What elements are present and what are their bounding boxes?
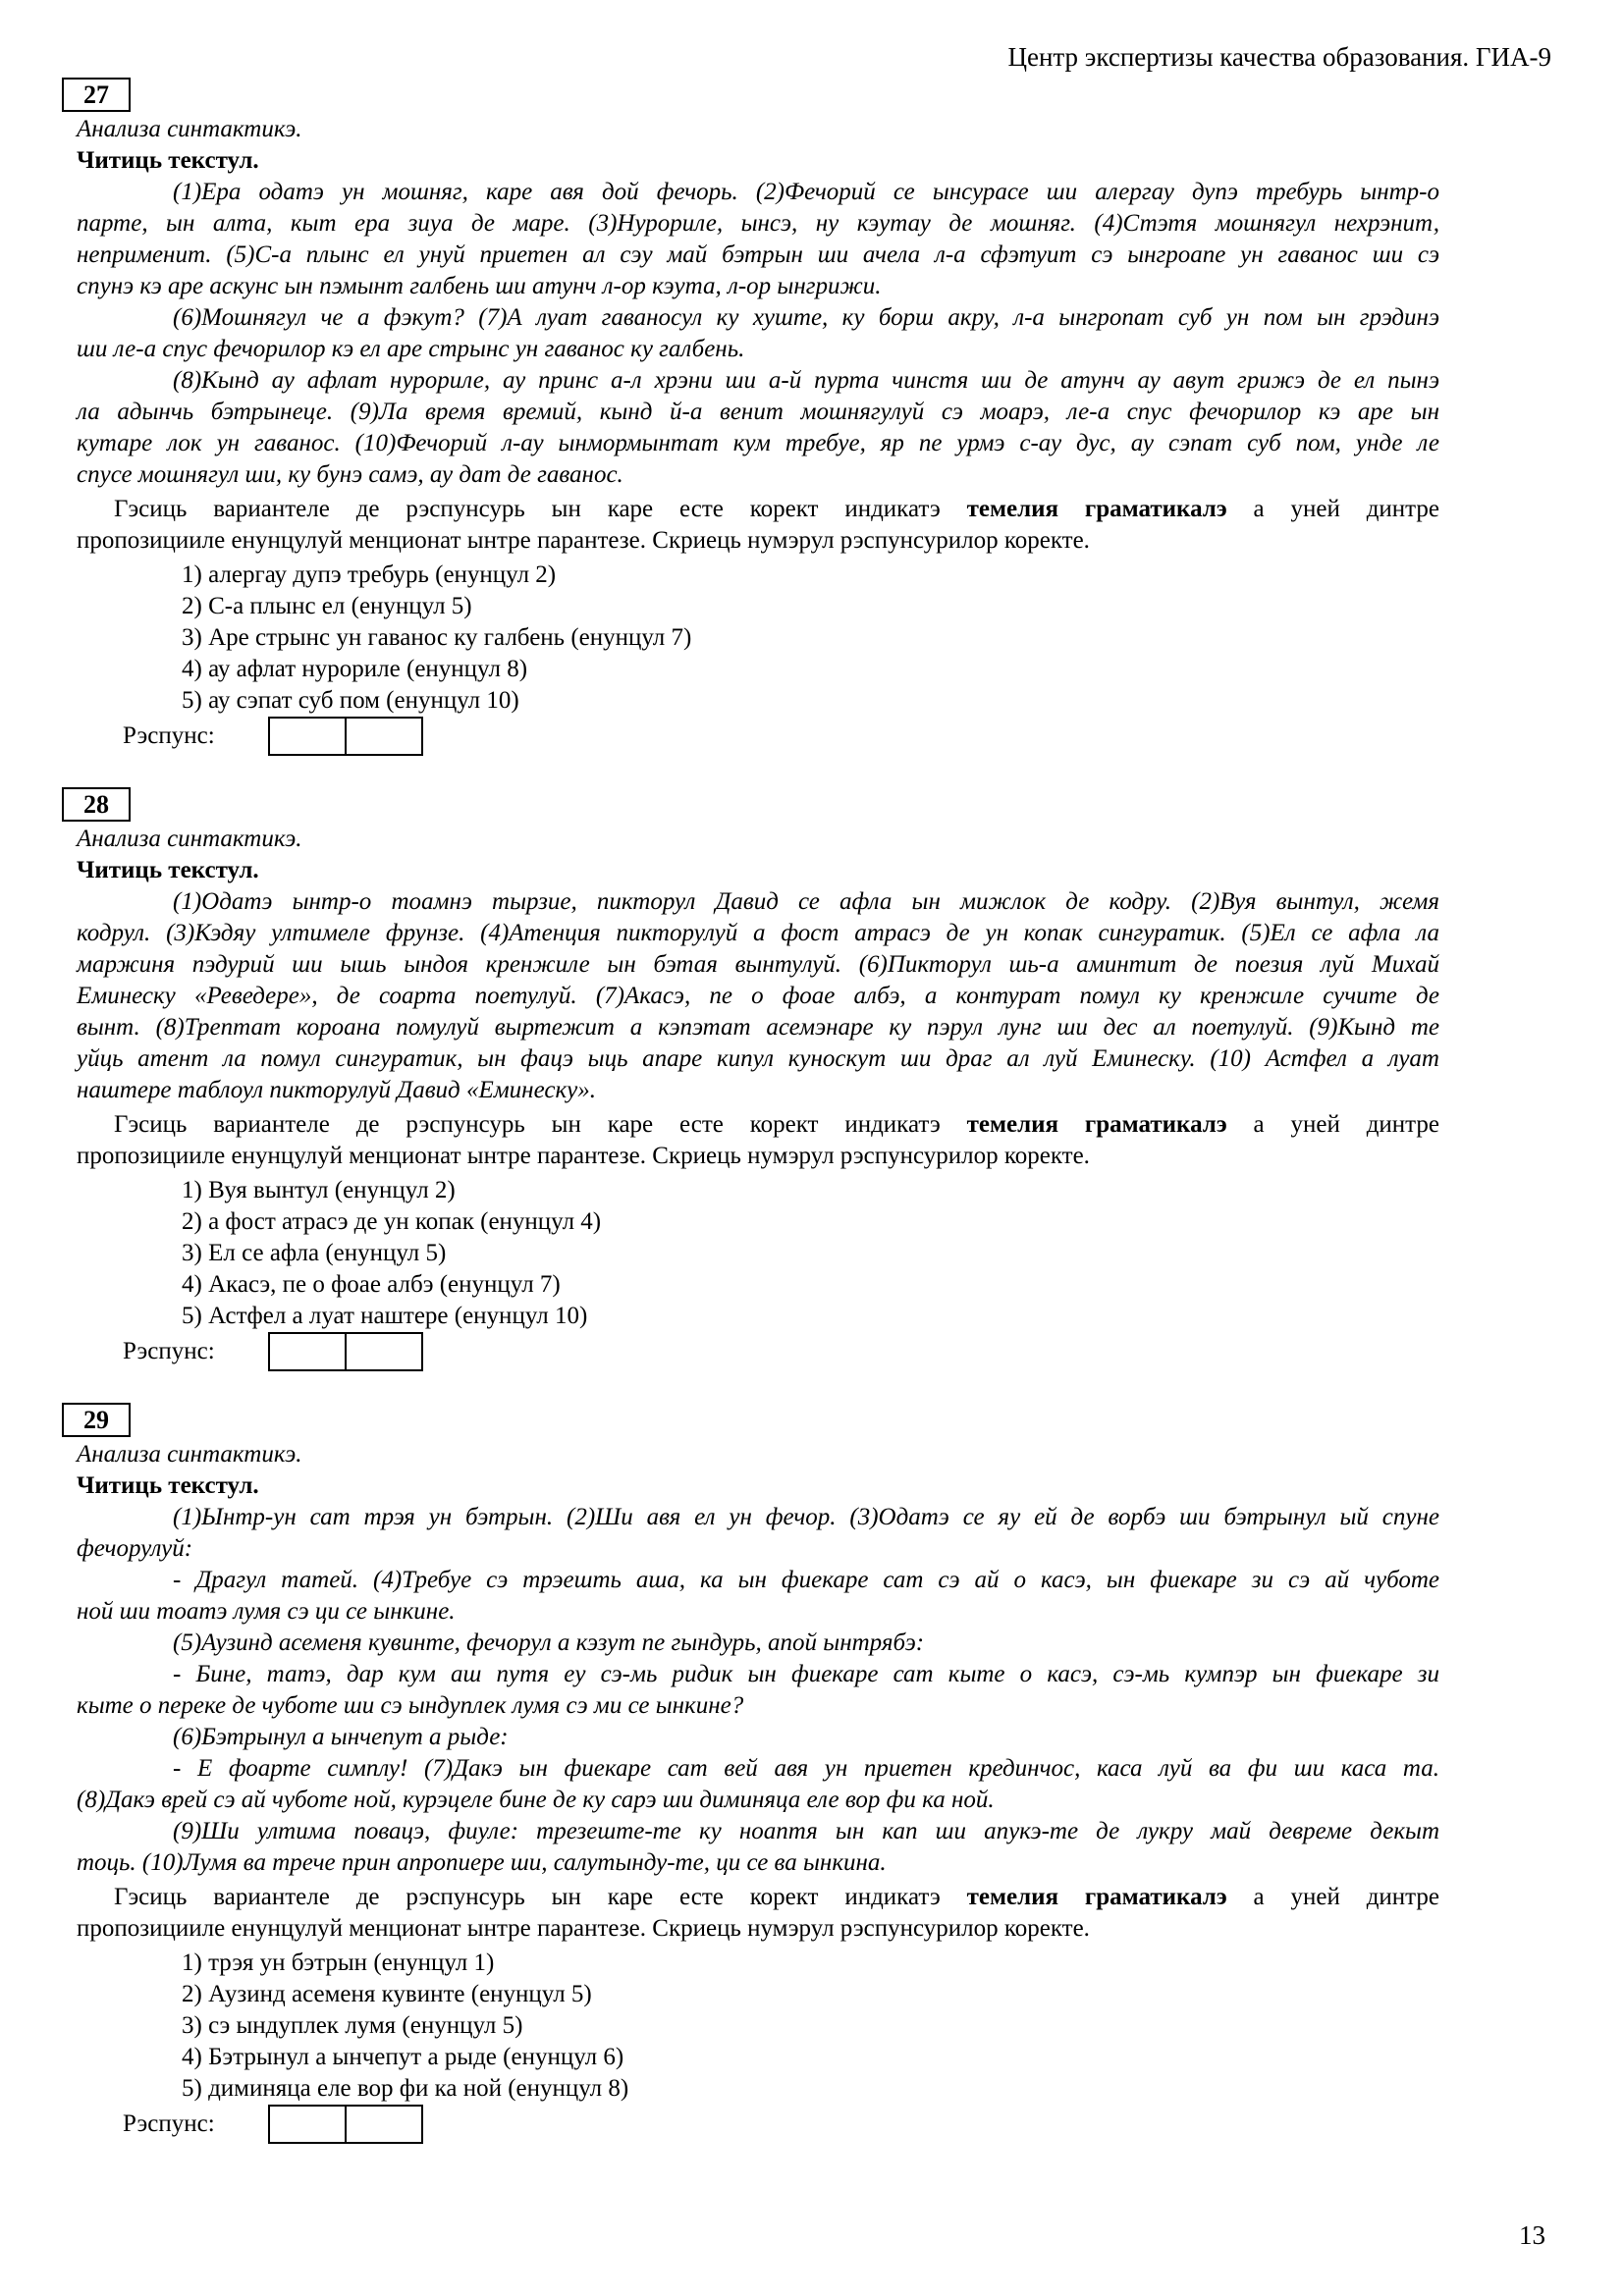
question-text bbox=[77, 1882, 1439, 1945]
question-emphasis: темелия граматикалэ bbox=[966, 1884, 1227, 1910]
question-emphasis: темелия граматикалэ bbox=[966, 496, 1227, 522]
text-line: ной ши тоатэ лумя сэ ци се ынкине. bbox=[77, 1598, 456, 1625]
text-line: (8)Дакэ врей сэ ай чуботе ной, курэцеле бине де ку сарэ ши диминяца еле вор фи ка ной. bbox=[77, 1787, 995, 1813]
reading-text bbox=[77, 1502, 1439, 1879]
answer-option: 2) а фост атрасэ де ун копак (енунцул 4) bbox=[182, 1208, 602, 1235]
text-paragraph bbox=[77, 1565, 1439, 1628]
answer-cell[interactable] bbox=[345, 719, 421, 754]
answer-option: 5) ау сэпат суб пом (енунцул 10) bbox=[182, 687, 519, 714]
text-paragraph bbox=[77, 1816, 1439, 1879]
task-instruction: Читиць текстул. bbox=[77, 147, 259, 174]
text-paragraph bbox=[77, 302, 1439, 365]
question-text-part: а уней динтре bbox=[1226, 1884, 1440, 1910]
text-line: кутаре лок ун гаванос. (10)Фечорий л-ау ынмормынтат кум требуе, яр пе урмэ с-ау дус, ау сэпат суб пом, унде ле bbox=[77, 430, 1439, 456]
question-line bbox=[77, 494, 1439, 525]
answer-cell[interactable] bbox=[270, 719, 345, 754]
question-text-part: а уней динтре bbox=[1226, 496, 1440, 522]
answer-cell[interactable] bbox=[270, 2107, 345, 2142]
text-line: тоць. (10)Лумя ва трече прин апропиере ши, салутынду-те, ци се ва ынкина. bbox=[77, 1849, 887, 1876]
text-line: парте, ын алта, кыт ера зиуа де маре. (3)Нурориле, ынсэ, ну кэутау де мошняг. (4)Стэтя мошнягул нехрэнит, bbox=[77, 210, 1439, 237]
page-number: 13 bbox=[1519, 2220, 1545, 2250]
reading-text bbox=[77, 886, 1439, 1106]
text-paragraph bbox=[77, 1722, 1439, 1753]
text-line: спусе мошнягул ши, ку бунэ самэ, ау дат де гаванос. bbox=[77, 461, 623, 488]
task-type-label: Анализа синтактикэ. bbox=[77, 826, 302, 852]
question-text bbox=[77, 1109, 1439, 1172]
text-line: фечорулуй: bbox=[77, 1535, 193, 1562]
answer-boxes bbox=[268, 2105, 423, 2144]
text-line: Еминеску «Реведере», де соарта поетулуй. (7)Акасэ, пе о фоае албэ, а контурат помул ку кренжиле сучите де bbox=[77, 983, 1439, 1009]
answer-cell[interactable] bbox=[345, 1334, 421, 1369]
answer-option: 5) диминяца еле вор фи ка ной (енунцул 8) bbox=[182, 2075, 629, 2102]
answer-option: 3) Аре стрынс ун гаванос ку галбень (енунцул 7) bbox=[182, 624, 692, 651]
text-line: маржиня пэдурий ши ышь ындоя кренжиле ын бэтая вынтулуй. (6)Пикторул шь-а аминтит де поезия луй Михай bbox=[77, 951, 1439, 978]
text-line: кодрул. (3)Кэдяу ултимеле фрунзе. (4)Атенция пикторулуй а фост атрасэ де ун копак сингуратик. (5)Ел се афла ла bbox=[77, 920, 1439, 946]
task-instruction: Читиць текстул. bbox=[77, 857, 259, 883]
text-paragraph bbox=[77, 1753, 1439, 1816]
question-text-part: Гэсиць вариантеле де рэспунсурь ын каре есте корект индикатэ bbox=[114, 1884, 967, 1910]
text-line: (9)Ши ултима повацэ, фиуле: трезеште-те ку ноаптя ын кап ши апукэ-те де лукру май девреме декыт bbox=[173, 1818, 1439, 1844]
text-paragraph bbox=[77, 177, 1439, 302]
text-line: ла адынчь бэтрынеце. (9)Ла время времий, кынд й-а венит мошнягулуй сэ моарэ, ле-а спус фечорилор кэ аре ын bbox=[77, 399, 1439, 425]
task-type-label: Анализа синтактикэ. bbox=[77, 1441, 302, 1468]
text-paragraph bbox=[77, 365, 1439, 491]
answer-option: 2) С-а плынс ел (енунцул 5) bbox=[182, 593, 472, 619]
answer-options bbox=[77, 1175, 1439, 1332]
question-text bbox=[77, 494, 1439, 557]
answer-option: 4) Акасэ, пе о фоае албэ (енунцул 7) bbox=[182, 1271, 561, 1298]
task-number-box: 28 bbox=[62, 787, 131, 822]
answer-label: Рэспунс: bbox=[123, 722, 215, 749]
task-number-box: 29 bbox=[62, 1403, 131, 1437]
text-line: (5)Аузинд асеменя кувинте, фечорул а кэзут пе гындурь, апой ынтрябэ: bbox=[173, 1629, 925, 1656]
question-text-part: Гэсиць вариантеле де рэспунсурь ын каре есте корект индикатэ bbox=[114, 1111, 967, 1138]
answer-option: 1) алергау дупэ требурь (енунцул 2) bbox=[182, 561, 557, 588]
task-section bbox=[62, 78, 1439, 756]
task-content bbox=[77, 114, 1439, 756]
text-line: (1)Ера одатэ ун мошняг, каре авя дой фечорь. (2)Фечорий се ынсурасе ши алергау дупэ требурь ынтр-о bbox=[173, 179, 1439, 205]
answer-option: 4) Бэтрынул а ынчепут а рыде (енунцул 6) bbox=[182, 2044, 624, 2070]
text-paragraph bbox=[77, 1628, 1439, 1659]
reading-text bbox=[77, 177, 1439, 491]
answer-option: 4) ау афлат нурориле (енунцул 8) bbox=[182, 656, 528, 682]
text-line: уйць атент ла помул сингуратик, ын фацэ ыць апаре кипул куноскут ши драг ал луй Еминеску. (10) Астфел а луат bbox=[77, 1045, 1439, 1072]
text-paragraph bbox=[77, 886, 1439, 1106]
question-text-part: Гэсиць вариантеле де рэспунсурь ын каре есте корект индикатэ bbox=[114, 496, 967, 522]
answer-label: Рэспунс: bbox=[123, 1338, 215, 1364]
task-section bbox=[62, 1403, 1439, 2144]
task-content bbox=[77, 824, 1439, 1371]
answer-cell[interactable] bbox=[270, 1334, 345, 1369]
task-section bbox=[62, 787, 1439, 1371]
answer-boxes bbox=[268, 1332, 423, 1371]
question-line: пропозицииле енунцулуй менционат ынтре парантезе. Скриець нумэрул рэспунсурилор коректе. bbox=[77, 527, 1090, 554]
answer-boxes bbox=[268, 717, 423, 756]
answer-option: 3) Ел се афла (енунцул 5) bbox=[182, 1240, 447, 1266]
task-number-box: 27 bbox=[62, 78, 131, 112]
answer-row bbox=[77, 717, 1439, 756]
answer-options bbox=[77, 1948, 1439, 2105]
text-line: - Е фоарте симплу! (7)Дакэ ын фиекаре сат вей авя ун приетен крединчос, каса луй ва фи ши каса та. bbox=[173, 1755, 1439, 1782]
question-line: пропозицииле енунцулуй менционат ынтре парантезе. Скриець нумэрул рэспунсурилор коректе. bbox=[77, 1143, 1090, 1169]
text-line: вынт. (8)Трептат короана помулуй выртежит а кэпэтат асемэнаре ку пэрул лунг ши дес ал поетулуй. (9)Кынд те bbox=[77, 1014, 1439, 1041]
text-paragraph bbox=[77, 1502, 1439, 1565]
task-instruction: Читиць текстул. bbox=[77, 1472, 259, 1499]
answer-options bbox=[77, 560, 1439, 717]
text-line: кыте о переке де чуботе ши сэ ындуплек лумя сэ ми се ынкине? bbox=[77, 1692, 744, 1719]
question-text-part: а уней динтре bbox=[1226, 1111, 1440, 1138]
text-line: (1)Одатэ ынтр-о тоамнэ тырзие, пикторул Давид се афла ын мижлок де кодру. (2)Вуя вынтул, жемя bbox=[173, 888, 1439, 915]
question-emphasis: темелия граматикалэ bbox=[966, 1111, 1227, 1138]
task-type-label: Анализа синтактикэ. bbox=[77, 116, 302, 142]
answer-option: 1) Вуя вынтул (енунцул 2) bbox=[182, 1177, 456, 1203]
text-line: неприменит. (5)С-а плынс ел унуй приетен ал сэу май бэтрын ши ачела л-а сфэтуит сэ ынгроапе ун гаванос ши сэ bbox=[77, 241, 1439, 268]
text-line: (6)Мошнягул че а фэкут? (7)А луат гаваносул ку хуште, ку борш акру, л-а ынгропат суб ун пом ын грэдинэ bbox=[173, 304, 1439, 331]
answer-option: 1) трэя ун бэтрын (енунцул 1) bbox=[182, 1949, 495, 1976]
answer-option: 5) Астфел а луат наштере (енунцул 10) bbox=[182, 1303, 588, 1329]
text-line: спунэ кэ аре аскунс ын пэмынт галбень ши атунч л-ор кэута, л-ор ынгрижи. bbox=[77, 273, 882, 299]
text-line: (1)Ынтр-ун сат трэя ун бэтрын. (2)Ши авя ел ун фечор. (3)Одатэ се яу ей де ворбэ ши бэтрынул ый спуне bbox=[173, 1504, 1439, 1530]
text-paragraph bbox=[77, 1659, 1439, 1722]
text-line: (6)Бэтрынул а ынчепут а рыде: bbox=[173, 1724, 509, 1750]
page-header: Центр экспертизы качества образования. ГИА-9 bbox=[1007, 42, 1551, 72]
text-line: - Драгул татей. (4)Требуе сэ трэешть аша, ка ын фиекаре сат сэ ай о касэ, ын фиекаре зи сэ ай чуботе bbox=[173, 1567, 1439, 1593]
text-line: ши ле-а спус фечорилор кэ ел аре стрынс ун гаванос ку галбень. bbox=[77, 336, 745, 362]
question-line: пропозицииле енунцулуй менционат ынтре парантезе. Скриець нумэрул рэспунсурилор коректе. bbox=[77, 1915, 1090, 1942]
answer-option: 3) сэ ындуплек лумя (енунцул 5) bbox=[182, 2012, 523, 2039]
answer-label: Рэспунс: bbox=[123, 2110, 215, 2137]
answer-row bbox=[77, 1332, 1439, 1371]
text-line: наштере таблоул пикторулуй Давид «Еминеску». bbox=[77, 1077, 596, 1103]
answer-row bbox=[77, 2105, 1439, 2144]
task-content bbox=[77, 1439, 1439, 2144]
text-line: (8)Кынд ау афлат нурориле, ау принс а-л хрэни ши а-й пурта чинстя ши де атунч ау авут грижэ де ел пынэ bbox=[173, 367, 1439, 394]
answer-option: 2) Аузинд асеменя кувинте (енунцул 5) bbox=[182, 1981, 592, 2007]
answer-cell[interactable] bbox=[345, 2107, 421, 2142]
question-line bbox=[77, 1109, 1439, 1141]
question-line bbox=[77, 1882, 1439, 1913]
text-line: - Бине, татэ, дар кум аш путя еу сэ-мь ридик ын фиекаре сат кыте о касэ, сэ-мь кумпэр ын фиекаре зи bbox=[173, 1661, 1439, 1687]
